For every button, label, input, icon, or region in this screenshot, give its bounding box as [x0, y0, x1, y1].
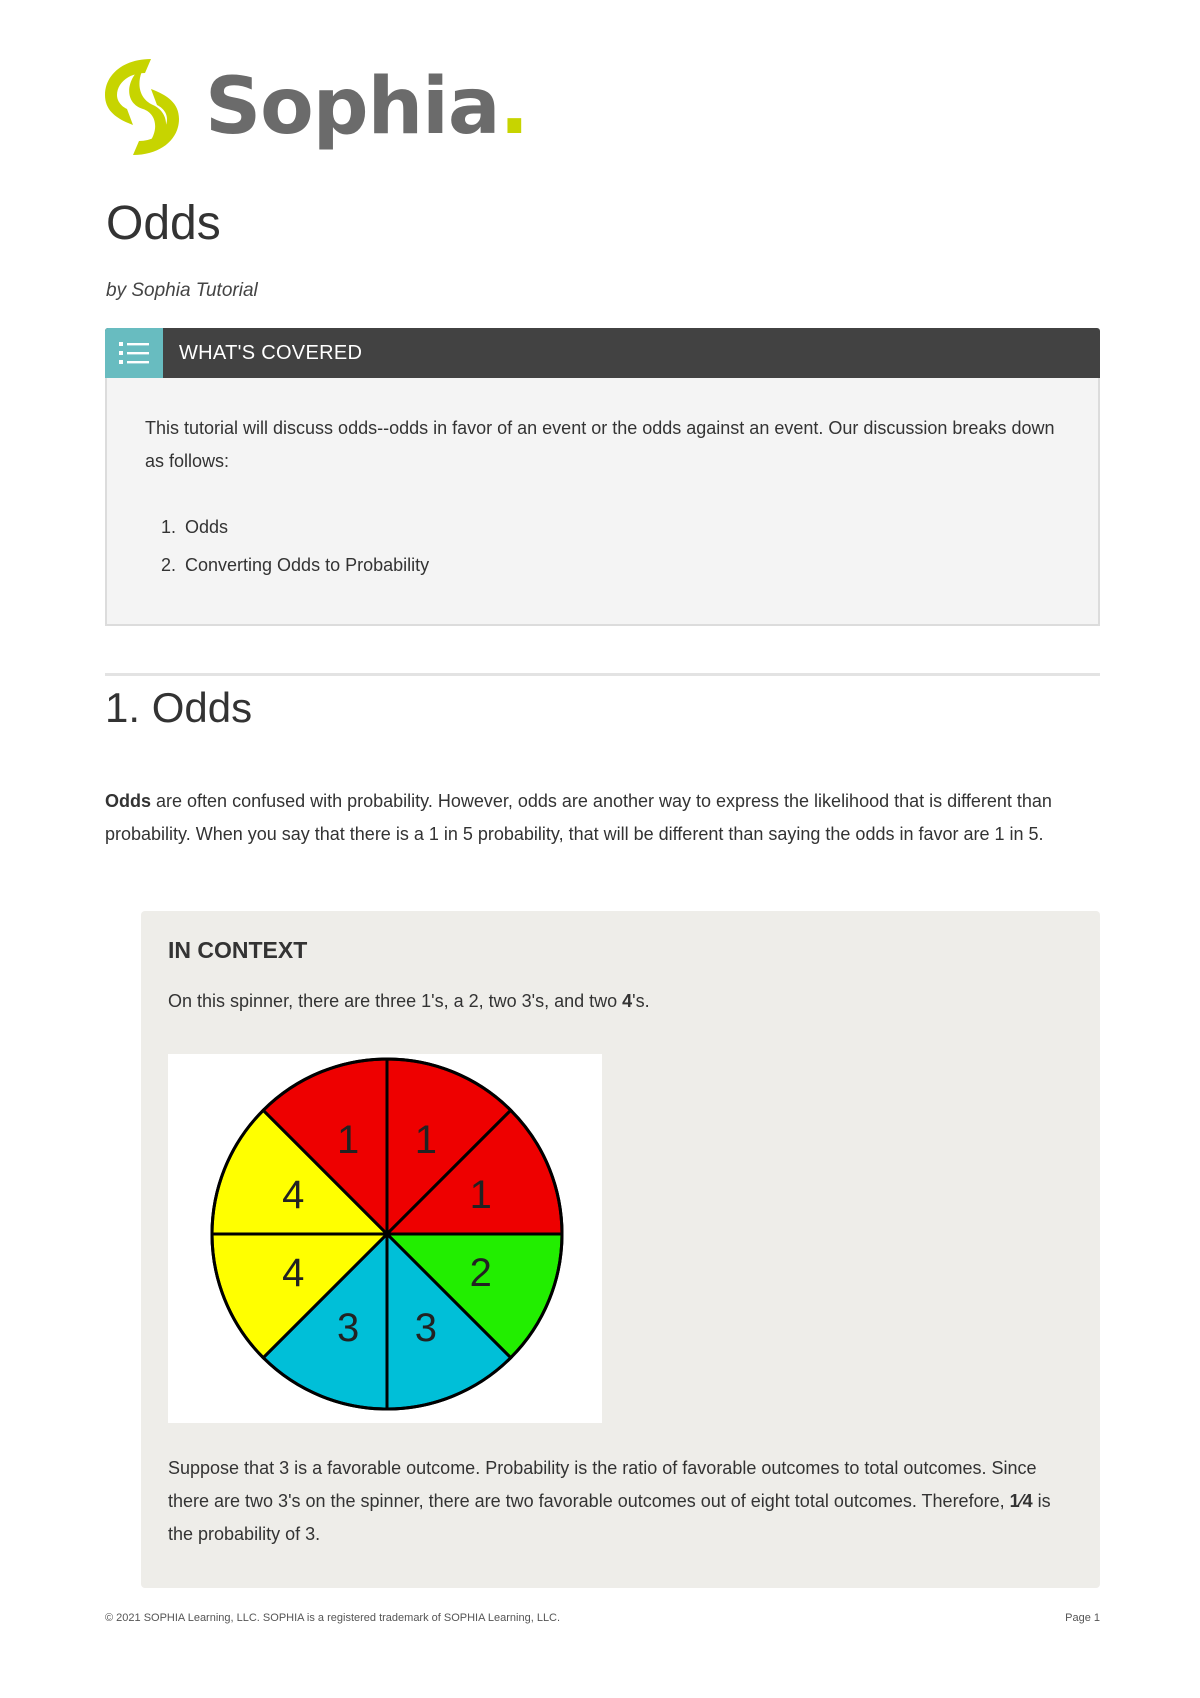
spinner-label: 1: [414, 1118, 437, 1163]
spinner-graphic: [168, 1054, 602, 1423]
whats-covered-body: [105, 378, 1100, 626]
in-context-paragraph: Suppose that 3 is a favorable outcome. Probability is the ratio of favorable outcomes to total outcomes. Since there are two 3's on the spinner, there are two favorable outcomes out of eight total outcomes. Therefore, 1⁄4 is the probability of 3.: [168, 1458, 1051, 1544]
sophia-logo[interactable]: [103, 52, 528, 162]
in-context-box: [141, 911, 1100, 1588]
list-item: 2. Converting Odds to Probability: [181, 546, 1060, 584]
spinner-label: 2: [469, 1250, 492, 1295]
whats-covered-header: [105, 328, 1100, 378]
byline: by Sophia Tutorial: [106, 280, 258, 301]
in-context-intro: On this spinner, there are three 1's, a 2, two 3's, and two 4's.: [168, 991, 650, 1011]
spinner-label: 3: [337, 1305, 360, 1350]
spinner-label: 4: [282, 1173, 305, 1218]
whats-covered-list: [145, 508, 1060, 584]
section-divider: [105, 673, 1100, 676]
section-heading: 1. Odds: [105, 684, 253, 731]
spinner-label: 1: [469, 1173, 492, 1218]
footer-copyright: © 2021 SOPHIA Learning, LLC. SOPHIA is a registered trademark of SOPHIA Learning, LLC.: [105, 1612, 561, 1624]
sophia-wordmark: Sophia.: [205, 62, 529, 152]
spinner-label: 4: [282, 1250, 305, 1295]
section-paragraph: [105, 785, 1100, 851]
sophia-logo-icon: [103, 55, 181, 159]
list-item: 1. Odds: [181, 508, 1060, 546]
whats-covered-intro: This tutorial will discuss odds--odds in favor of an event or the odds against an event. Our discussion breaks down as follows:: [145, 418, 1055, 471]
page-title: Odds: [106, 197, 221, 250]
footer-page-number: Page 1: [1065, 1612, 1100, 1624]
spinner-label: 1: [337, 1118, 360, 1163]
paragraph-text: are often confused with probability. However, odds are another way to express the likelihood that is different than probability. When you say that there is a 1 in 5 probability, that will be different than saying the odds in favor are 1 in 5.: [105, 791, 1052, 844]
spinner-image: [168, 1054, 602, 1423]
term-odds: Odds: [105, 791, 152, 811]
in-context-heading: IN CONTEXT: [168, 937, 308, 963]
spinner-label: 3: [414, 1305, 437, 1350]
whats-covered-box: [105, 328, 1100, 626]
whats-covered-title: WHAT'S COVERED: [179, 341, 363, 364]
list-icon: [105, 328, 163, 378]
